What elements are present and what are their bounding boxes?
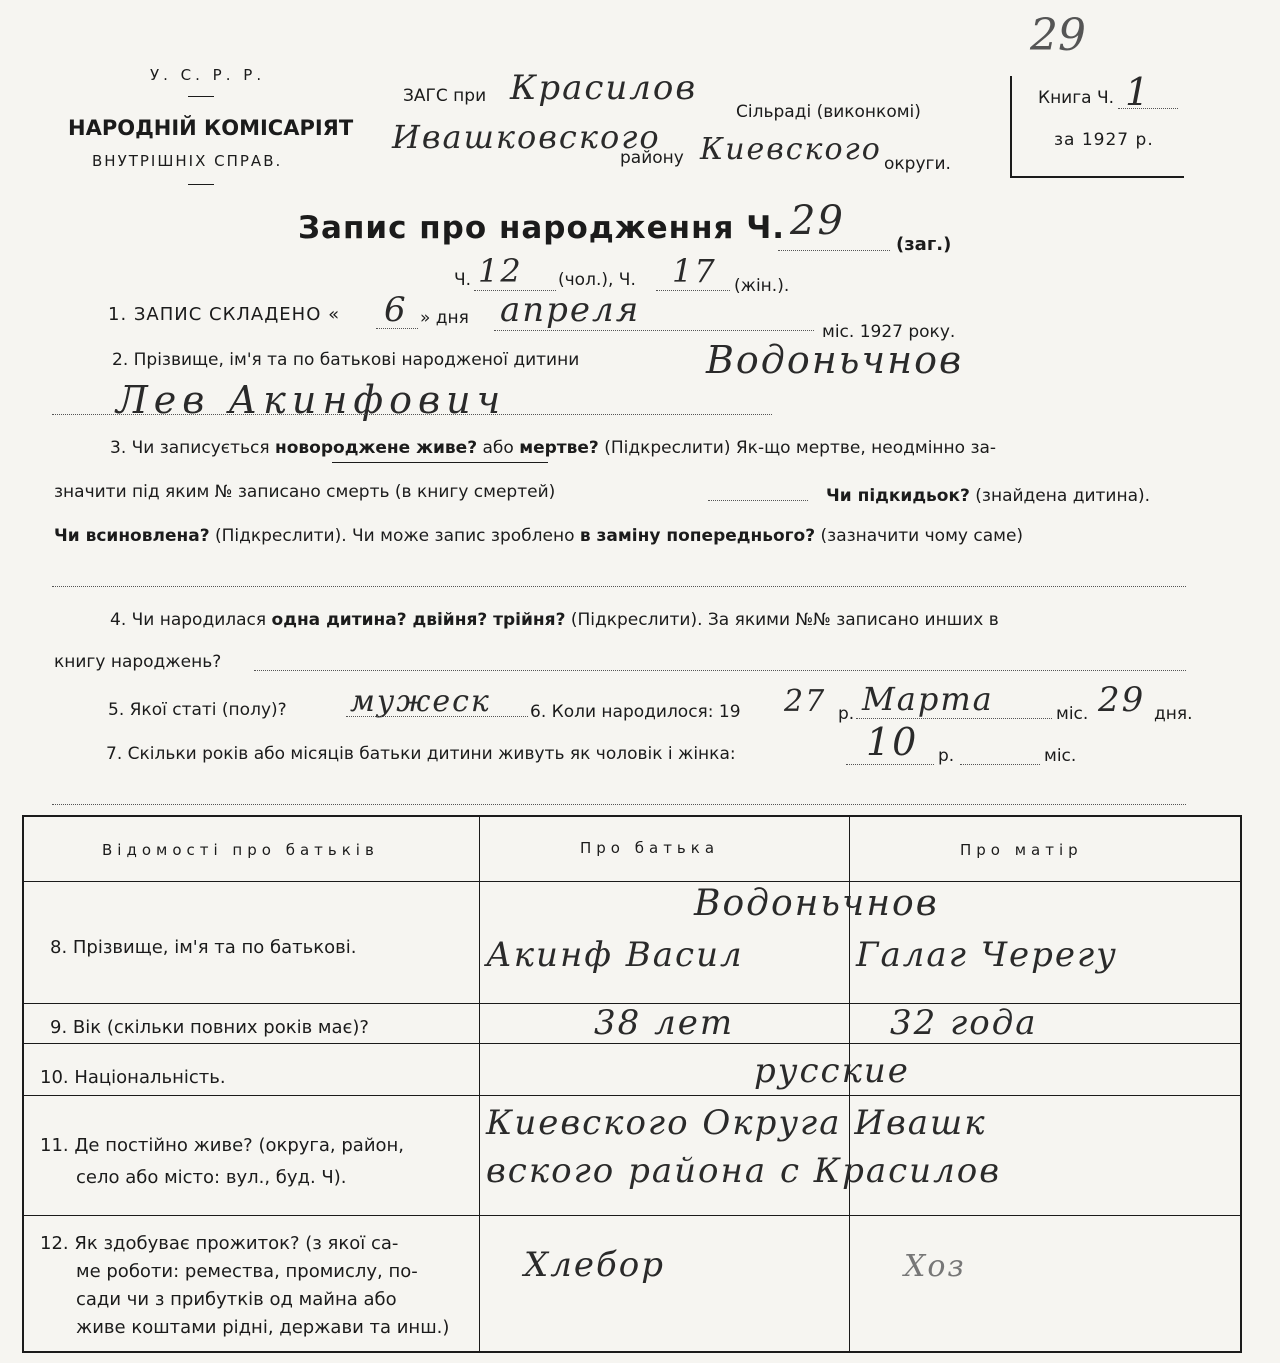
female-line	[656, 290, 730, 291]
underline-live	[332, 462, 548, 463]
q6-year: 27	[784, 684, 827, 719]
row-divider	[24, 881, 1240, 882]
row12-label-2: ме роботи: ремества, промислу, по-	[76, 1261, 418, 1282]
q3-text: (зазначити чому саме)	[820, 526, 1024, 546]
record-number: 29	[790, 198, 845, 244]
q4-options: одна дитина? двійня? трійня?	[271, 610, 566, 630]
row11-label-2: село або місто: вул., буд. Ч).	[76, 1167, 347, 1188]
row-divider	[24, 1043, 1240, 1044]
q2-label: 2. Прізвище, ім'я та по батькові народженої дитини	[112, 350, 580, 370]
male-prefix: Ч.	[454, 270, 472, 290]
q6-day: 29	[1098, 680, 1146, 720]
book-number-line	[1118, 108, 1178, 109]
q3-dead-option: мертве?	[519, 438, 599, 458]
header-parents-info: Відомості про батьків	[102, 841, 379, 859]
q3-text: або	[482, 438, 514, 458]
row11-line2: вского района с Красилов	[486, 1151, 1001, 1191]
q3-text: (знайдена дитина).	[975, 486, 1151, 506]
row8-mother: Галаг Черегу	[856, 935, 1118, 975]
book-number: 1	[1125, 70, 1152, 114]
q5-sex: мужеск	[350, 684, 491, 719]
q7-blank-line	[52, 804, 1186, 805]
row10-nationality: русские	[754, 1051, 910, 1091]
okruha-label: округи.	[884, 154, 951, 174]
female-label: (жін.).	[734, 276, 790, 296]
q6-label: 6. Коли народилося: 19	[530, 702, 741, 722]
q7-mis: міс.	[1044, 746, 1077, 766]
q3-line3	[54, 526, 1023, 546]
q2-surname: Водоньчнов	[706, 338, 964, 382]
q7-years-line	[846, 764, 934, 765]
q1-after-day: » дня	[420, 308, 469, 328]
q4-text: (Підкреслити). За якими №№ записано инших в	[570, 610, 999, 630]
row12-father: Хлебор	[524, 1245, 665, 1285]
q3-blank-line	[52, 586, 1186, 587]
village-council-label: Сільраді (виконкомі)	[736, 102, 921, 122]
q6-mis: міс.	[1056, 704, 1089, 724]
row8-father: Акинф Васил	[486, 935, 744, 975]
q1-day-line	[376, 328, 418, 329]
q3-text: (Підкреслити) Як-що мертве, неодмінно за-	[604, 438, 997, 458]
q3-death-line	[708, 500, 808, 501]
q3-line2	[826, 486, 1150, 506]
row12-label-3: сади чи з прибутків од майна або	[76, 1289, 397, 1310]
row9-mother: 32 года	[890, 1003, 1038, 1043]
row11-label-1: 11. Де постійно живе? (округа, район,	[40, 1135, 405, 1156]
q3-foundling-option: Чи підкидьок?	[826, 486, 970, 506]
q3-text: (Підкреслити). Чи може запис зроблено	[214, 526, 575, 546]
record-title: Запис про народження Ч.	[298, 210, 786, 246]
column-divider	[479, 817, 480, 1351]
district-label: району	[620, 148, 684, 168]
row-divider	[24, 1215, 1240, 1216]
q6-year-r: р.	[838, 704, 855, 724]
q6-month-line	[856, 718, 1052, 719]
row8-surname: Водоньчнов	[694, 883, 939, 924]
q6-month: Марта	[862, 680, 994, 718]
row10-label: 10. Національність.	[40, 1067, 226, 1088]
q7-years: 10	[866, 720, 919, 764]
commissariat-title: НАРОДНІЙ КОМІСАРІЯТ	[68, 116, 354, 140]
male-label: (чол.), Ч.	[558, 270, 636, 290]
q3-replacement-option: в заміну попереднього?	[579, 526, 816, 546]
q5-line	[346, 716, 528, 717]
header-mother: Про матір	[960, 841, 1083, 859]
row-divider	[24, 1095, 1240, 1096]
q7-label: 7. Скільки років або місяців батьки дитини живуть як чоловік і жінка:	[106, 744, 736, 764]
village-handwritten: Красилов	[510, 68, 698, 108]
q3-line1	[110, 438, 996, 458]
q2-name-line	[52, 414, 772, 415]
row12-mother: Хоз	[904, 1249, 966, 1284]
row8-label: 8. Прізвище, ім'я та по батькові.	[50, 937, 357, 958]
divider	[188, 96, 214, 97]
q1-label: 1. ЗАПИС СКЛАДЕНО «	[108, 304, 341, 325]
book-label: Книга Ч.	[1038, 88, 1115, 108]
q7-months-line	[960, 764, 1040, 765]
q4-line2: книгу народжень?	[54, 652, 222, 672]
q3-line2a: значити під яким № записано смерть (в книгу смертей)	[54, 482, 556, 502]
q1-month: апреля	[500, 290, 641, 330]
parents-table	[22, 815, 1242, 1353]
record-total-suffix: (заг.)	[896, 234, 952, 255]
q1-month-line	[494, 330, 814, 331]
internal-affairs-label: ВНУТРІШНІХ СПРАВ.	[92, 152, 283, 170]
q4-line1	[110, 610, 999, 630]
zags-prefix: ЗАГС при	[403, 86, 487, 106]
female-number: 17	[672, 252, 717, 290]
row12-label-4: живе коштами рідні, держави та инш.)	[76, 1317, 450, 1338]
q5-label: 5. Якої статі (полу)?	[108, 700, 287, 720]
q3-text: 3. Чи записується	[110, 438, 270, 458]
book-year: за 1927 р.	[1054, 130, 1154, 150]
row9-father: 38 лет	[594, 1003, 735, 1043]
header-father: Про батька	[580, 839, 720, 857]
usrr-label: У. С. Р. Р.	[150, 66, 266, 84]
okruha-handwritten: Киевского	[700, 132, 882, 167]
row9-label: 9. Вік (скільки повних років має)?	[50, 1017, 369, 1038]
row11-line1: Киевского Округа Ивашк	[486, 1103, 987, 1143]
q1-tail: міс. 1927 року.	[822, 322, 956, 342]
q2-name: Лев Акинфович	[116, 378, 507, 422]
male-number: 12	[478, 252, 523, 290]
divider	[188, 184, 214, 185]
q7-r: р.	[938, 746, 955, 766]
row12-label-1: 12. Як здобуває прожиток? (з якої са-	[40, 1233, 399, 1254]
record-number-line	[778, 250, 890, 251]
district-handwritten: Ивашковского	[392, 118, 661, 156]
q1-day: 6	[384, 290, 408, 330]
corner-number: 29	[1030, 10, 1086, 61]
q6-dnia: дня.	[1154, 704, 1193, 724]
q4-text: 4. Чи народилася	[110, 610, 267, 630]
q3-live-option: новороджене живе?	[275, 438, 478, 458]
q3-adopted-option: Чи всиновлена?	[54, 526, 210, 546]
q4-blank-line	[254, 670, 1186, 671]
